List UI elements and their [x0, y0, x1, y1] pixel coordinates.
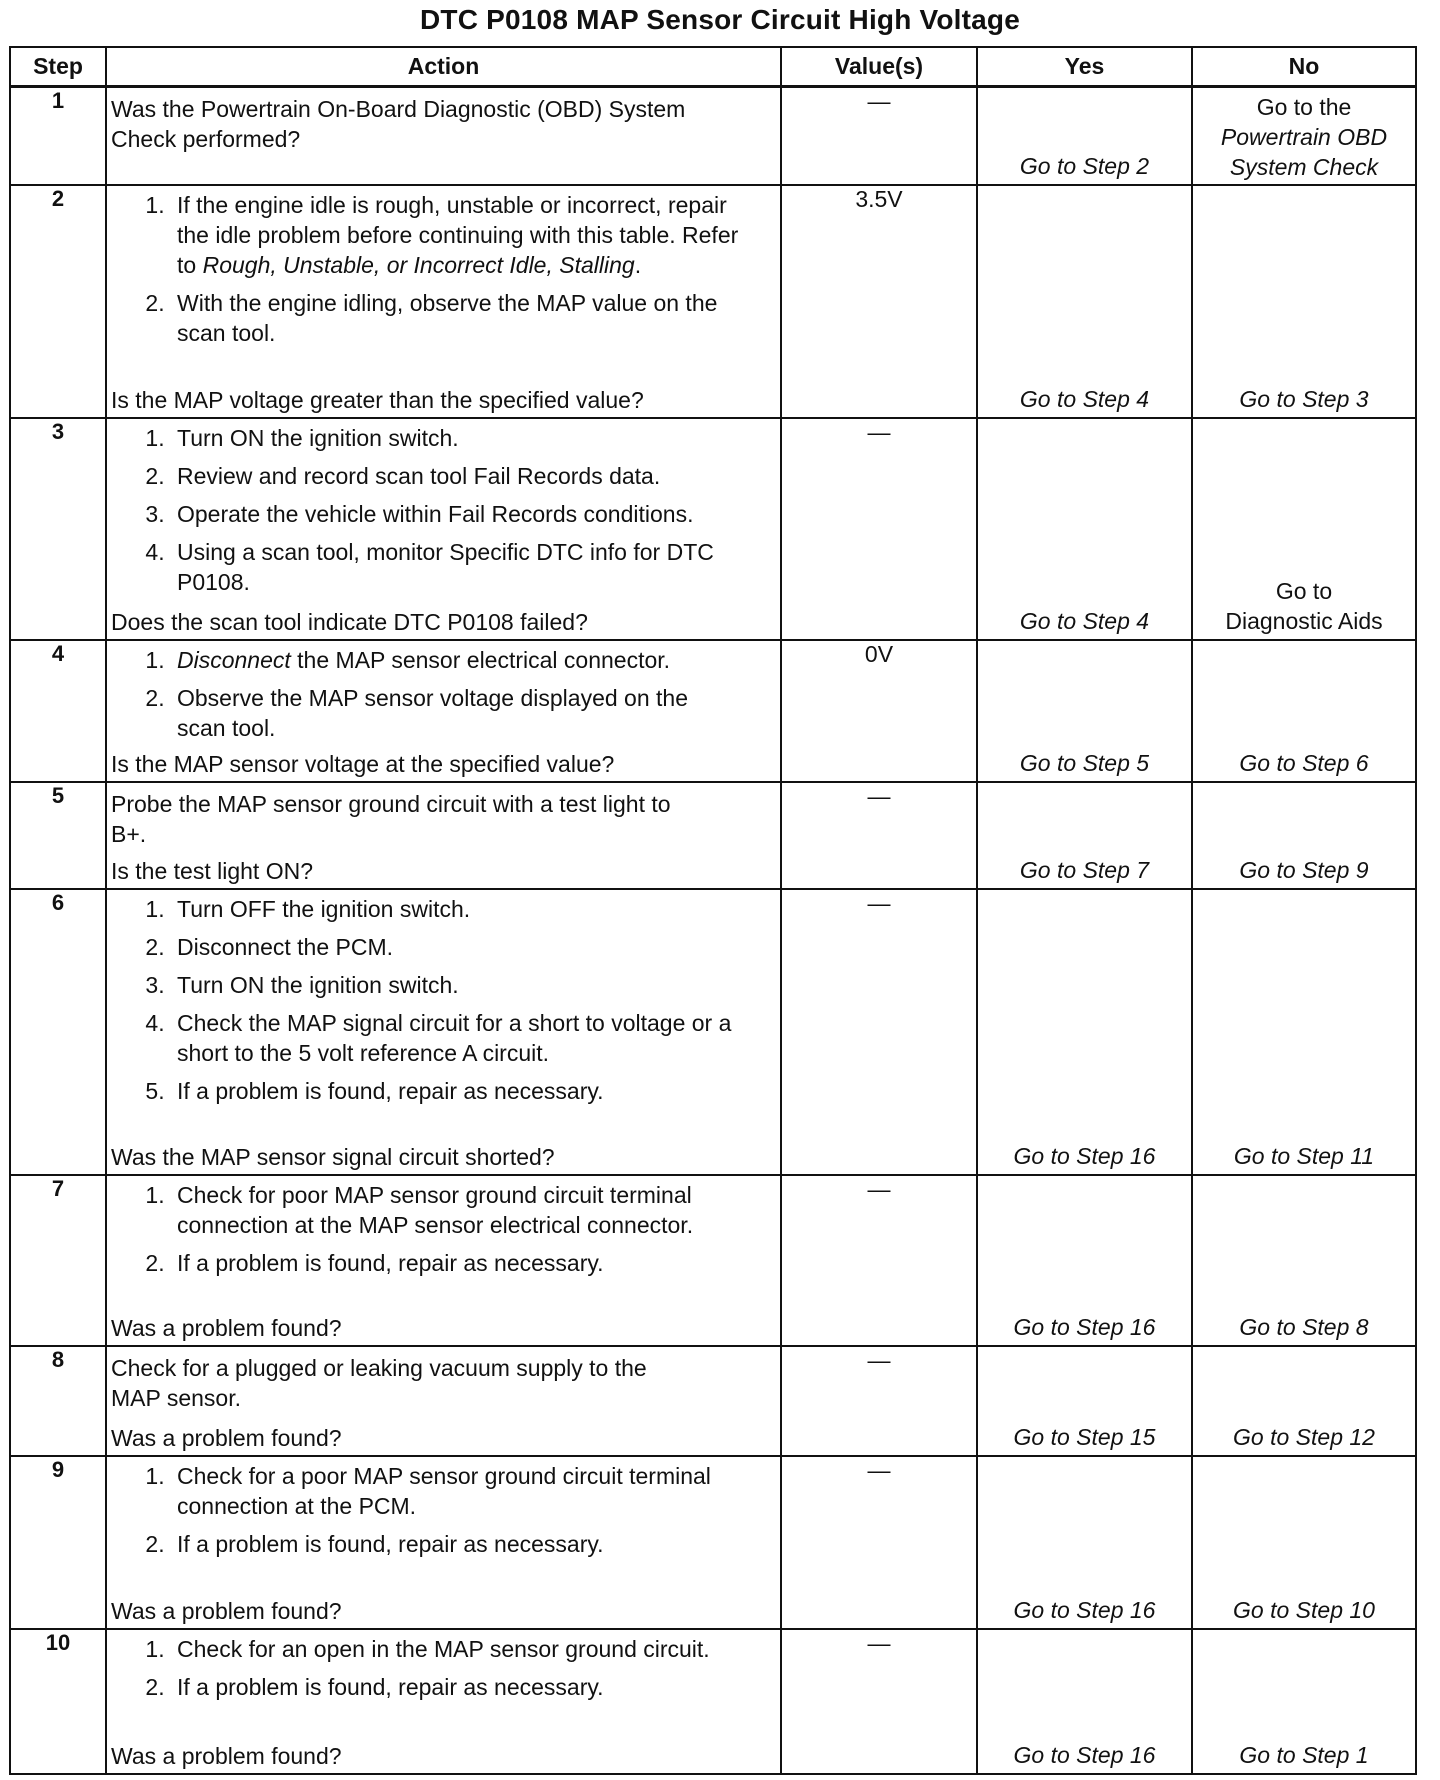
action-cell [106, 1175, 781, 1346]
action-step: 2. If a problem is found, repair as necessary. [171, 1248, 760, 1278]
no-goto-link: Go to Step 10 [1233, 1596, 1375, 1623]
no-goto-line: System Check [1229, 154, 1379, 180]
yes-cell [977, 640, 1192, 782]
no-goto-link: Go to Step 3 [1239, 385, 1369, 412]
action-steps [107, 186, 780, 348]
action-steps [107, 1176, 780, 1278]
value-cell: — [781, 1456, 977, 1629]
action-step: 4. Check the MAP signal circuit for a short to voltage or a short to the 5 volt reference A circuit. [171, 1008, 760, 1068]
no-cell [1192, 889, 1416, 1175]
value-cell: — [781, 889, 977, 1175]
step-number: 1 [10, 87, 106, 185]
action-question: Was a problem found? [111, 1424, 342, 1451]
action-step: 4. Using a scan tool, monitor Specific DTC info for DTC P0108. [171, 537, 750, 597]
value-cell: — [781, 418, 977, 640]
action-step: 1. Check for poor MAP sensor ground circuit terminal connection at the MAP sensor electrical connector. [171, 1180, 760, 1240]
yes-goto-link: Go to Step 4 [1019, 385, 1150, 412]
no-cell [1192, 782, 1416, 889]
action-question: Is the MAP voltage greater than the specified value? [111, 386, 644, 413]
column-header-no: No [1192, 47, 1416, 87]
no-goto-line: Diagnostic Aids [1225, 607, 1383, 634]
no-goto-line: Go to the [1256, 94, 1352, 120]
column-header-action: Action [106, 47, 781, 87]
no-goto-link: Go to Step 11 [1233, 1142, 1375, 1169]
yes-goto-link: Go to Step 4 [1019, 607, 1150, 634]
action-question: Was the MAP sensor signal circuit shorted? [111, 1143, 555, 1170]
yes-goto-link: Go to Step 16 [1013, 1313, 1156, 1340]
action-cell [106, 1346, 781, 1456]
no-goto-link: Go to Step 9 [1239, 856, 1369, 883]
action-steps [107, 890, 780, 1106]
table-row [10, 1456, 1416, 1629]
no-goto-link: Go to Step 6 [1239, 749, 1369, 776]
no-cell [1192, 87, 1416, 185]
no-goto-link: Go to Step 1 [1239, 1741, 1369, 1768]
yes-cell [977, 1175, 1192, 1346]
action-text: Was the Powertrain On-Board Diagnostic (OBD) System Check performed? [111, 96, 686, 152]
action-step: 2. Disconnect the PCM. [171, 932, 760, 962]
table-row [10, 87, 1416, 185]
yes-cell [977, 1629, 1192, 1774]
yes-cell [977, 185, 1192, 418]
table-row [10, 782, 1416, 889]
yes-cell [977, 1346, 1192, 1456]
yes-goto-link: Go to Step 16 [1013, 1741, 1156, 1768]
step-number: 2 [10, 185, 106, 418]
table-row [10, 1629, 1416, 1774]
action-cell [106, 889, 781, 1175]
action-step: 1. Check for an open in the MAP sensor ground circuit. [171, 1634, 776, 1664]
table-row [10, 1346, 1416, 1456]
value-cell: — [781, 782, 977, 889]
action-question: Was a problem found? [111, 1742, 342, 1769]
table-row [10, 889, 1416, 1175]
no-cell [1192, 1456, 1416, 1629]
table-header-row [10, 47, 1416, 87]
no-cell [1192, 1629, 1416, 1774]
diagnostic-table [9, 46, 1417, 1775]
step-number: 7 [10, 1175, 106, 1346]
table-row [10, 418, 1416, 640]
action-steps [107, 419, 780, 597]
yes-cell [977, 87, 1192, 185]
step-number: 3 [10, 418, 106, 640]
action-question: Was a problem found? [111, 1597, 342, 1624]
yes-cell [977, 889, 1192, 1175]
action-question: Was a problem found? [111, 1314, 342, 1341]
no-goto-link: Go to Step 12 [1233, 1423, 1375, 1450]
action-text: Probe the MAP sensor ground circuit with a test light to B+. [111, 790, 671, 847]
no-goto-link [1193, 92, 1415, 182]
yes-cell [977, 418, 1192, 640]
action-step: 2. Review and record scan tool Fail Records data. [171, 461, 750, 491]
no-goto-link [1193, 576, 1415, 636]
yes-goto-link: Go to Step 2 [1019, 152, 1150, 179]
action-steps [107, 1630, 780, 1702]
action-cell [106, 418, 781, 640]
value-cell: 0V [781, 640, 977, 782]
step-number: 8 [10, 1346, 106, 1456]
action-step: 1. Turn OFF the ignition switch. [171, 894, 760, 924]
no-cell [1192, 418, 1416, 640]
action-question: Is the MAP sensor voltage at the specified value? [111, 750, 615, 777]
action-step: 3. Turn ON the ignition switch. [171, 970, 760, 1000]
value-cell: — [781, 87, 977, 185]
value-cell: — [781, 1346, 977, 1456]
action-step: 5. If a problem is found, repair as necessary. [171, 1076, 760, 1106]
value-cell: — [781, 1629, 977, 1774]
action-steps [107, 1457, 780, 1559]
action-cell [106, 782, 781, 889]
no-goto-line: Powertrain OBD [1220, 124, 1388, 150]
no-goto-line: Go to [1275, 577, 1333, 604]
no-cell [1192, 185, 1416, 418]
step-number: 9 [10, 1456, 106, 1629]
no-cell [1192, 1175, 1416, 1346]
action-step: 1. Check for a poor MAP sensor ground circuit terminal connection at the PCM. [171, 1461, 772, 1521]
action-step: 3. Operate the vehicle within Fail Records conditions. [171, 499, 750, 529]
action-step: 1. If the engine idle is rough, unstable or incorrect, repair the idle problem before continuing with this table. Refer to Rough, Unstable, or Incorrect Idle, Stalling. [171, 190, 740, 280]
action-cell [106, 185, 781, 418]
action-cell [106, 640, 781, 782]
column-header-step: Step [10, 47, 106, 87]
reference-link: Rough, Unstable, or Incorrect Idle, Stalling [202, 251, 635, 278]
yes-goto-link: Go to Step 7 [1019, 856, 1150, 883]
action-step: 1. Disconnect the MAP sensor electrical connector. [171, 645, 710, 675]
step-number: 5 [10, 782, 106, 889]
action-cell [106, 87, 781, 185]
action-text: Check for a plugged or leaking vacuum supply to the MAP sensor. [111, 1354, 647, 1411]
action-cell [106, 1629, 781, 1774]
action-step: 2. If a problem is found, repair as necessary. [171, 1672, 776, 1702]
column-header-values: Value(s) [781, 47, 977, 87]
step-number: 6 [10, 889, 106, 1175]
table-row [10, 1175, 1416, 1346]
step-number: 4 [10, 640, 106, 782]
table-row [10, 185, 1416, 418]
column-header-yes: Yes [977, 47, 1192, 87]
value-cell: — [781, 1175, 977, 1346]
no-cell [1192, 640, 1416, 782]
table-row [10, 640, 1416, 782]
value-cell: 3.5V [781, 185, 977, 418]
yes-goto-link: Go to Step 15 [1013, 1423, 1156, 1450]
action-question: Does the scan tool indicate DTC P0108 failed? [111, 608, 588, 635]
action-step: 2. If a problem is found, repair as necessary. [171, 1529, 772, 1559]
yes-cell [977, 1456, 1192, 1629]
yes-cell [977, 782, 1192, 889]
action-cell [106, 1456, 781, 1629]
page-title: DTC P0108 MAP Sensor Circuit High Voltage [420, 4, 1020, 35]
action-step: 1. Turn ON the ignition switch. [171, 423, 750, 453]
yes-goto-link: Go to Step 5 [1019, 749, 1150, 776]
action-step: 2. Observe the MAP sensor voltage displayed on the scan tool. [171, 683, 710, 743]
step-number: 10 [10, 1629, 106, 1774]
yes-goto-link: Go to Step 16 [1013, 1142, 1156, 1169]
action-question: Is the test light ON? [111, 857, 313, 884]
no-cell [1192, 1346, 1416, 1456]
action-steps [107, 641, 780, 743]
no-goto-link: Go to Step 8 [1239, 1313, 1369, 1340]
yes-goto-link: Go to Step 16 [1013, 1596, 1156, 1623]
action-step: 2. With the engine idling, observe the MAP value on the scan tool. [171, 288, 740, 348]
